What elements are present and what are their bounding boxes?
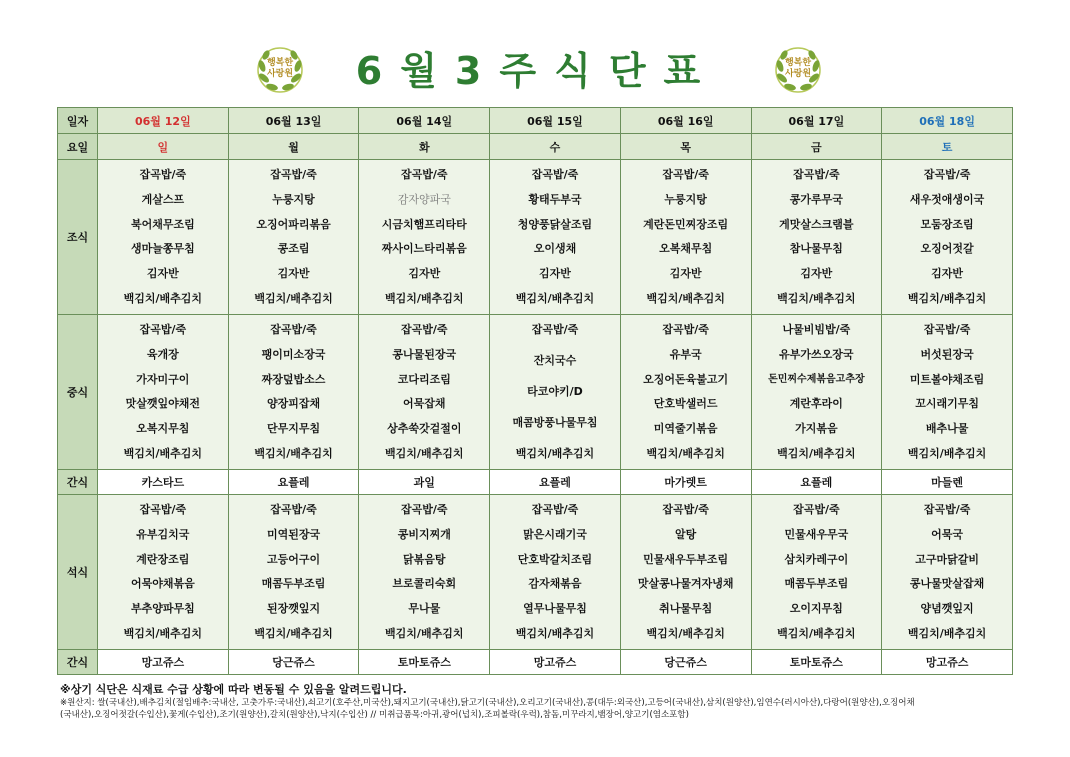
menu-item: 오징어돈육불고기: [643, 372, 729, 386]
breakfast-cell: [228, 160, 359, 315]
menu-item: 오징어젓갈: [920, 242, 974, 256]
menu-item: 팽이미소장국: [261, 347, 326, 361]
menu-item: 꼬시래기무침: [915, 397, 979, 411]
menu-item: 짜장덮밥소스: [261, 372, 326, 386]
menu-item: 버섯된장국: [920, 347, 974, 361]
snack-cell: 당근쥬스: [620, 650, 751, 675]
menu-item: 잡곡밥/죽: [662, 323, 709, 336]
menu-item: 열무나물무침: [523, 602, 587, 616]
menu-item: 잡곡밥/죽: [139, 168, 187, 181]
menu-item: 미역줄기볶음: [653, 422, 718, 436]
date-cell: 06월 15일: [490, 108, 621, 134]
menu-item: 어묵야채볶음: [130, 577, 195, 591]
menu-table: [57, 107, 1013, 675]
snack-cell: 요플레: [490, 470, 621, 495]
menu-item: 짜사이느타리볶음: [381, 242, 467, 256]
lunch-row: [58, 315, 1013, 470]
menu-item: 무나물: [408, 602, 441, 616]
row-label-snack: 간식: [58, 650, 98, 675]
menu-item: 맛살깻잎야채전: [125, 397, 201, 411]
menu-item: 상추쑥갓겉절이: [387, 422, 462, 436]
dinner-cell: [490, 495, 621, 650]
menu-item: 백김치/배추김치: [385, 291, 464, 305]
menu-item: 백김치/배추김치: [123, 291, 203, 305]
weekday-cell: 토: [882, 134, 1013, 160]
menu-item: 돈민찌수제볶음고추장: [768, 373, 865, 385]
menu-item: 백김치/배추김치: [123, 626, 203, 640]
menu-item: 타코야키/D: [527, 385, 583, 398]
menu-item: 황태두부국: [528, 192, 582, 206]
date-row: [58, 108, 1013, 134]
menu-item: 나물비빔밥/죽: [782, 323, 851, 336]
snack-cell: 망고쥬스: [98, 650, 229, 675]
menu-item: 누룽지탕: [272, 192, 315, 206]
weekday-row: [58, 134, 1013, 160]
date-cell: 06월 14일: [359, 108, 490, 134]
breakfast-cell: [490, 160, 621, 315]
weekday-cell: 월: [228, 134, 359, 160]
menu-item: 가자미구이: [136, 372, 190, 386]
dinner-cell: [228, 495, 359, 650]
dinner-cell: [359, 495, 490, 650]
menu-item: 민물새우무국: [784, 527, 849, 541]
menu-item: 부추양파무침: [130, 602, 195, 616]
menu-item: 시금치햄프리타타: [381, 217, 467, 231]
menu-item: 잡곡밥/죽: [923, 503, 971, 516]
menu-item: 백김치/배추김치: [646, 291, 725, 305]
menu-item: 잡곡밥/죽: [400, 323, 448, 336]
menu-item: 백김치/배추김치: [254, 291, 333, 305]
snack-cell: 망고쥬스: [882, 650, 1013, 675]
logo-right: [772, 44, 824, 96]
row-label-weekday: 요일: [58, 134, 98, 160]
menu-item: 잡곡밥/죽: [139, 503, 187, 516]
origin-text-cont: (국내산),오징어젓갈(수입산),꽃게(수입산),조기(원양산),갈치(원양산),낙지(수입산) // 미취급품목:아귀,광어(넙치),조피볼락(우럭),참돔,미꾸라지,뱀장어,양고기(염소포함): [60, 710, 689, 720]
menu-item: 백김치/배추김치: [123, 446, 203, 460]
menu-item: 가지볶음: [795, 422, 838, 436]
snack-cell: 망고쥬스: [490, 650, 621, 675]
menu-item: 잡곡밥/죽: [923, 168, 971, 181]
menu-item: 김자반: [539, 267, 571, 281]
menu-item: 북어채무조림: [130, 217, 195, 231]
menu-item: 잡곡밥/죽: [270, 503, 317, 516]
menu-item: 유부김치국: [136, 527, 190, 541]
menu-item: 백김치/배추김치: [385, 446, 464, 460]
weekday-cell: 일: [98, 134, 229, 160]
page-title: 6 월 3 주 식 단 표: [355, 49, 715, 93]
menu-item: 오징어파리볶음: [256, 217, 331, 231]
menu-item: 잡곡밥/죽: [270, 323, 317, 336]
menu-item: 감자채볶음: [528, 577, 582, 591]
menu-item: 감자양파국: [397, 192, 451, 206]
breakfast-row: [58, 160, 1013, 315]
weekday-cell: 화: [359, 134, 490, 160]
menu-item: 잡곡밥/죽: [139, 323, 187, 336]
date-cell: 06월 13일: [228, 108, 359, 134]
menu-item: 잡곡밥/죽: [531, 323, 579, 336]
breakfast-cell: [359, 160, 490, 315]
snack-cell: 과일: [359, 470, 490, 495]
menu-item: 김자반: [146, 267, 179, 281]
menu-item: 누룽지탕: [664, 192, 707, 206]
snack-cell: 마가렛트: [620, 470, 751, 495]
dinner-row: [58, 495, 1013, 650]
snack2-row: [58, 650, 1013, 675]
menu-item: 잡곡밥/죽: [793, 503, 840, 516]
menu-item: 백김치/배추김치: [777, 291, 856, 305]
date-cell: 06월 17일: [751, 108, 882, 134]
header: [0, 0, 1070, 105]
breakfast-cell: [751, 160, 882, 315]
menu-item: 양념깻잎지: [920, 602, 974, 616]
dinner-cell: [751, 495, 882, 650]
menu-item: 코다리조림: [397, 372, 451, 386]
dinner-cell: [620, 495, 751, 650]
menu-item: 고등어구이: [266, 552, 321, 566]
menu-item: 매콤방풍나물무침: [512, 416, 598, 429]
menu-item: 콩비지찌개: [397, 527, 451, 541]
menu-item: 콩나물된장국: [392, 347, 457, 361]
menu-item: 잡곡밥/죽: [662, 168, 709, 181]
lunch-cell: [490, 315, 621, 470]
menu-item: 맑은시래기국: [523, 527, 587, 541]
weekday-cell: 금: [751, 134, 882, 160]
menu-item: 오복채무침: [659, 242, 713, 256]
menu-item: 된장깻잎지: [266, 602, 321, 616]
menu-item: 백김치/배추김치: [385, 626, 464, 640]
menu-item: 배추나물: [925, 422, 969, 436]
menu-item: 잡곡밥/죽: [400, 168, 448, 181]
menu-item: 잡곡밥/죽: [923, 323, 971, 336]
snack-cell: 당근쥬스: [228, 650, 359, 675]
breakfast-cell: [98, 160, 229, 315]
snack-cell: 토마토쥬스: [359, 650, 490, 675]
lunch-cell: [359, 315, 490, 470]
origin-text: ※원산지: 쌀(국내산),배추김치(절임배추:국내산, 고춧가루:국내산),쇠고기(호주산,미국산),돼지고기(국내산),닭고기(국내산),오리고기(국내산),콩(대두:외국산),고등어(국내산),삼치(원양산),임연수(러시아산),다랑어(원양산),오징어채: [60, 698, 915, 708]
menu-item: 김자반: [800, 267, 833, 281]
lunch-cell: [882, 315, 1013, 470]
menu-item: 단무지무침: [266, 422, 321, 436]
menu-item: 생마늘쫑무침: [130, 242, 195, 256]
snack-cell: 요플레: [751, 470, 882, 495]
date-cell: 06월 16일: [620, 108, 751, 134]
menu-item: 육개장: [146, 347, 179, 361]
menu-item: 잡곡밥/죽: [531, 168, 579, 181]
dinner-cell: [882, 495, 1013, 650]
row-label-breakfast: 조식: [58, 160, 98, 315]
lunch-cell: [98, 315, 229, 470]
menu-item: 백김치/배추김치: [515, 626, 595, 640]
menu-item: 백김치/배추김치: [515, 291, 595, 305]
menu-item: 미트볼야채조림: [909, 372, 985, 386]
menu-item: 브로콜리숙회: [392, 577, 457, 591]
menu-item: 참나물무침: [789, 242, 843, 256]
menu-item: 단호박갈치조림: [517, 552, 593, 566]
menu-item: 콩가루무국: [789, 192, 843, 206]
row-label-lunch: 중식: [58, 315, 98, 470]
menu-item: 계란돈민찌장조림: [643, 217, 729, 231]
menu-item: 유부국: [669, 347, 702, 361]
menu-item: 맛살콩나물겨자냉채: [637, 577, 734, 591]
breakfast-cell: [882, 160, 1013, 315]
menu-item: 백김치/배추김치: [907, 291, 987, 305]
menu-item: 백김치/배추김치: [907, 626, 987, 640]
snack-cell: 토마토쥬스: [751, 650, 882, 675]
menu-item: 닭볶음탕: [403, 552, 446, 566]
menu-item: 게맛살스크램블: [779, 217, 854, 231]
menu-item: 오복지무침: [136, 422, 190, 436]
menu-item: 매콤두부조림: [784, 577, 849, 591]
snack-cell: 카스타드: [98, 470, 229, 495]
menu-item: 양장피잡채: [266, 397, 321, 411]
menu-item: 잔치국수: [533, 354, 577, 367]
menu-item: 오이생채: [533, 242, 577, 256]
dinner-cell: [98, 495, 229, 650]
lunch-cell: [620, 315, 751, 470]
menu-item: 김자반: [669, 267, 702, 281]
row-label-date: 일자: [58, 108, 98, 134]
menu-item: 고구마닭갈비: [915, 552, 979, 566]
menu-item: 잡곡밥/죽: [531, 503, 579, 516]
row-label-snack: 간식: [58, 470, 98, 495]
weekday-cell: 수: [490, 134, 621, 160]
menu-item: 김자반: [931, 267, 964, 281]
row-label-dinner: 석식: [58, 495, 98, 650]
menu-item: 새우젓애생이국: [909, 192, 985, 206]
snack1-row: [58, 470, 1013, 495]
menu-item: 잡곡밥/죽: [793, 168, 840, 181]
menu-item: 백김치/배추김치: [777, 626, 856, 640]
menu-item: 백김치/배추김치: [777, 446, 856, 460]
menu-item: 민물새우두부조림: [643, 552, 729, 566]
menu-item: 김자반: [408, 267, 441, 281]
menu-item: 게살스프: [141, 192, 185, 206]
menu-item: 어묵잡채: [403, 397, 446, 411]
menu-item: 삼치카레구이: [784, 552, 849, 566]
notice-text: ※상기 식단은 식재료 수급 상황에 따라 변동될 수 있음을 알려드립니다.: [60, 683, 407, 696]
logo-text: 행복한 사랑원: [266, 58, 294, 79]
menu-item: 모둠장조림: [920, 217, 974, 231]
logo-text: 행복한 사랑원: [784, 58, 812, 79]
menu-item: 계란장조림: [136, 552, 190, 566]
lunch-cell: [751, 315, 882, 470]
menu-item: 오이지무침: [789, 602, 843, 616]
menu-item: 잡곡밥/죽: [400, 503, 448, 516]
menu-item: 유부가쓰오장국: [779, 347, 854, 361]
menu-item: 백김치/배추김치: [254, 446, 333, 460]
menu-item: 콩조림: [277, 242, 310, 256]
menu-item: 콩나물맛살잡채: [909, 577, 985, 591]
menu-item: 김자반: [277, 267, 310, 281]
snack-cell: 마들렌: [882, 470, 1013, 495]
menu-item: 백김치/배추김치: [646, 446, 725, 460]
menu-item: 매콤두부조림: [261, 577, 326, 591]
snack-cell: 요플레: [228, 470, 359, 495]
weekday-cell: 목: [620, 134, 751, 160]
menu-item: 잡곡밥/죽: [270, 168, 317, 181]
menu-item: 청양풍닭살조림: [517, 217, 593, 231]
footnotes: [60, 683, 1020, 721]
menu-item: 백김치/배추김치: [515, 447, 595, 460]
menu-item: 백김치/배추김치: [254, 626, 333, 640]
breakfast-cell: [620, 160, 751, 315]
menu-item: 백김치/배추김치: [907, 446, 987, 460]
menu-item: 단호박샐러드: [653, 397, 718, 411]
menu-item: 계란후라이: [789, 397, 843, 411]
lunch-cell: [228, 315, 359, 470]
menu-item: 백김치/배추김치: [646, 626, 725, 640]
menu-item: 어묵국: [931, 527, 964, 541]
menu-item: 미역된장국: [266, 527, 321, 541]
menu-item: 잡곡밥/죽: [662, 503, 709, 516]
date-cell: 06월 18일: [882, 108, 1013, 134]
menu-item: 알탕: [675, 527, 697, 541]
date-cell: 06월 12일: [98, 108, 229, 134]
menu-item: 취나물무침: [659, 602, 713, 616]
